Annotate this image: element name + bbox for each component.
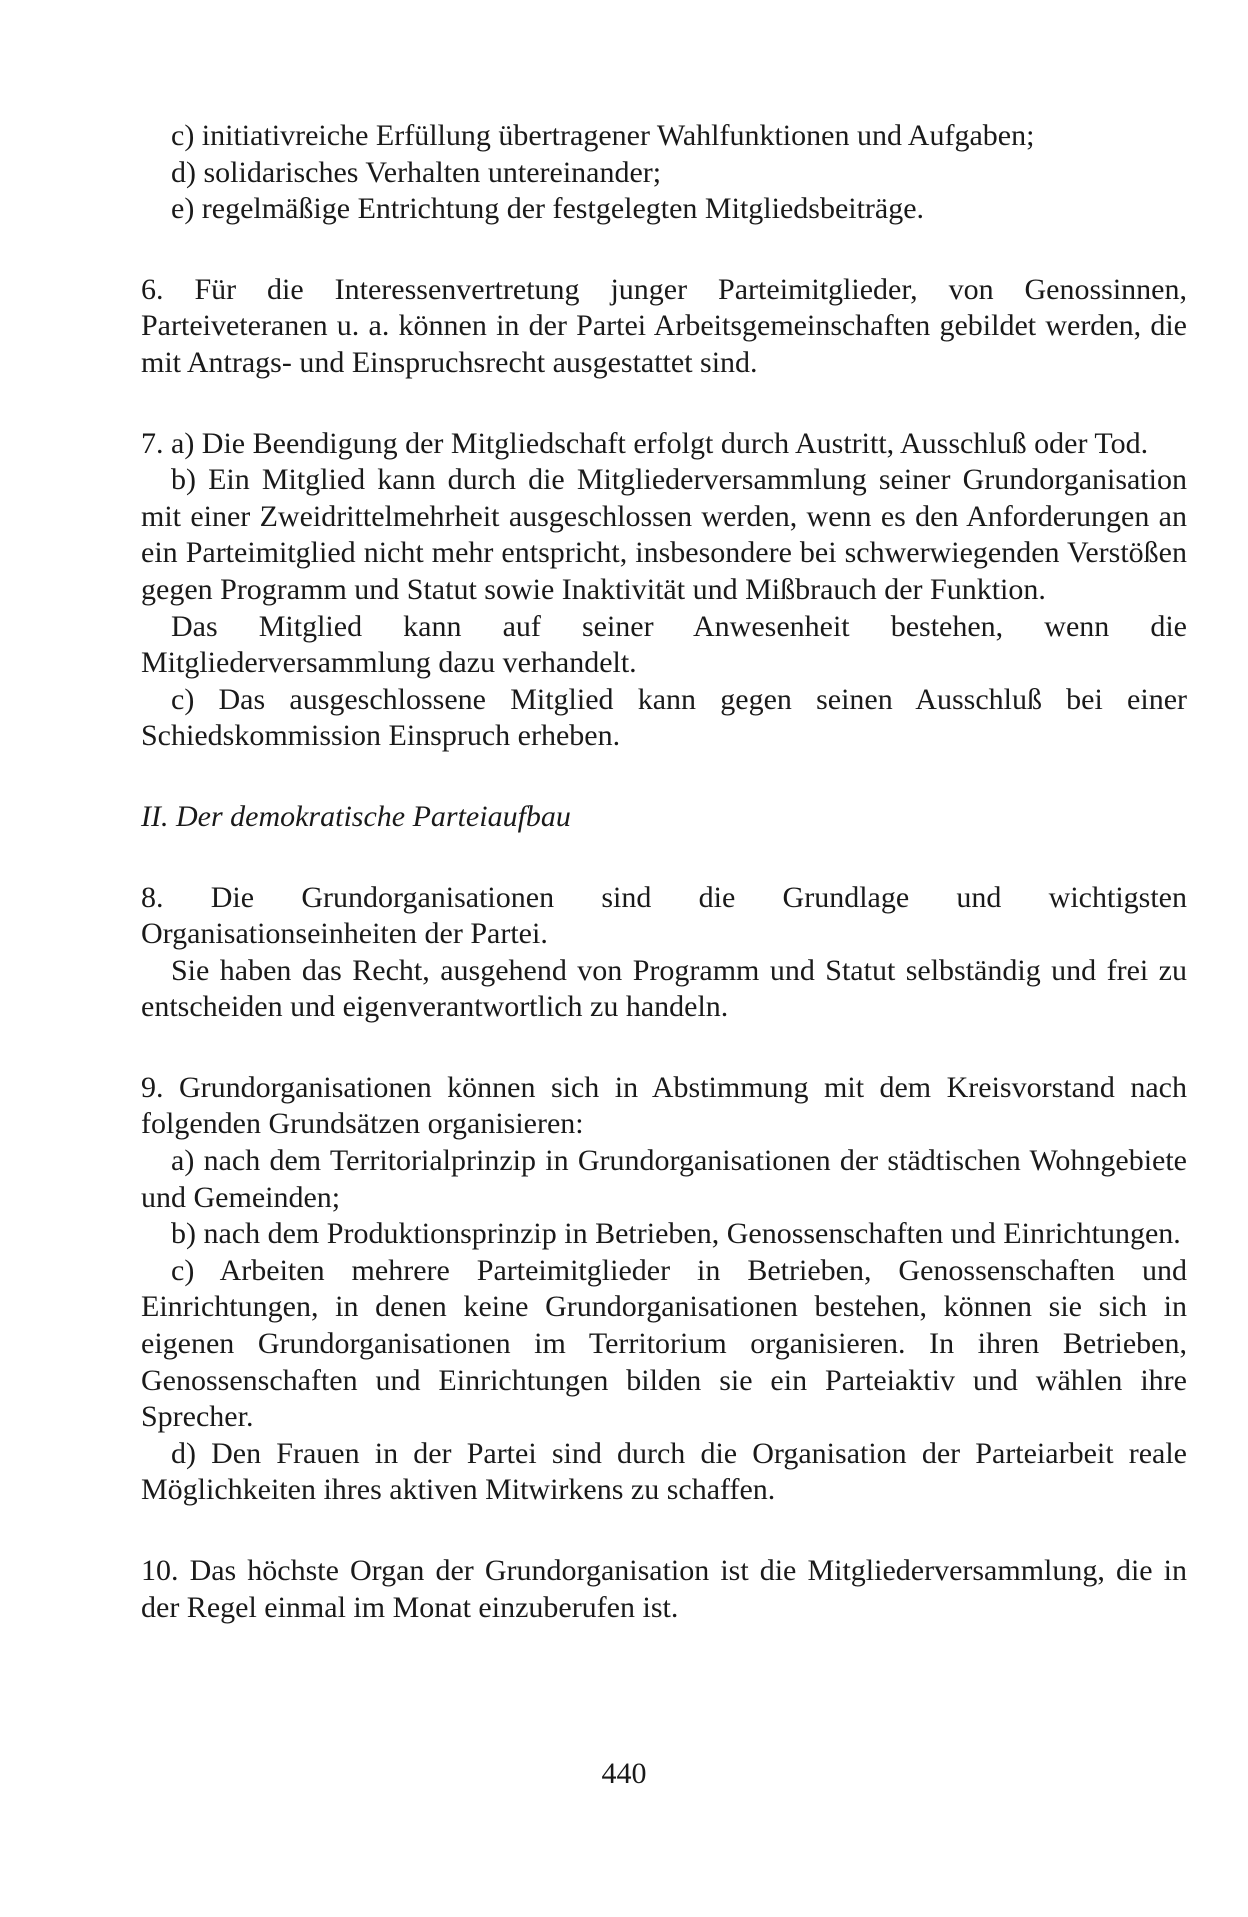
section-8-p1: 8. Die Grundorganisationen sind die Grundlage und wichtigsten Organisationseinheiten der Partei. <box>141 880 1187 951</box>
list-item: c) initiativreiche Erfüllung übertragener Wahlfunktionen und Aufgaben; <box>171 119 1035 152</box>
section-9-a: a) nach dem Territorialprinzip in Grundorganisationen der städtischen Wohngebiete und Gemeinden; <box>141 1144 1187 1214</box>
section-6-paragraph: 6. Für die Interessenvertretung junger Parteimitglieder, von Genossinnen, Parteiveteranen u. a. können in der Partei Arbeitsgemeinschaften gebildet werden, die mit Antrags- und Einspruchsrecht ausgestattet sind. <box>141 272 1187 379</box>
section-8-p2: Sie haben das Recht, ausgehend von Programm und Statut selbständig und frei zu entscheiden und eigenverantwortlich zu handeln. <box>141 953 1187 1024</box>
chapter-heading: II. Der demokratische Parteiaufbau <box>141 799 571 833</box>
section-9-c: c) Arbeiten mehrere Parteimitglieder in Betrieben, Genossenschaften und Einrichtungen, in denen keine Grundorganisationen bestehen, können sie sich in eigenen Grundorganisationen im Territorium organisieren. In ihren Betrieben, Genossenschaften und Einrichtungen bilden sie ein Parteiaktiv und wählen ihre Sprecher. <box>141 1253 1187 1434</box>
section-7-b: b) Ein Mitglied kann durch die Mitgliederversammlung seiner Grundorganisation mit einer Zweidrittelmehrheit ausgeschlossen werden, wenn es den Anforderungen an ein Parteimitglied nicht mehr entspricht, insbesondere bei schwerwiegenden Verstößen gegen Programm und Statut sowie Inaktivität und Mißbrauch der Funktion. <box>141 463 1187 606</box>
section-7-b-continued: Das Mitglied kann auf seiner Anwesenheit bestehen, wenn die Mitgliederversammlung dazu verhandelt. <box>141 609 1187 680</box>
page-number: 440 <box>601 1757 647 1790</box>
section-7-c: c) Das ausgeschlossene Mitglied kann gegen seinen Ausschluß bei einer Schiedskommission Einspruch erheben. <box>141 682 1187 753</box>
section-9-b: b) nach dem Produktionsprinzip in Betrieben, Genossenschaften und Einrichtungen. <box>171 1217 1181 1251</box>
section-7 <box>141 426 1187 755</box>
section-9 <box>141 1070 1187 1509</box>
section-7-a: 7. a) Die Beendigung der Mitgliedschaft erfolgt durch Austritt, Ausschluß oder Tod. <box>141 426 1149 460</box>
document-page <box>141 118 1187 1626</box>
section-8 <box>141 880 1187 1026</box>
section-9-intro: 9. Grundorganisationen können sich in Abstimmung mit dem Kreisvorstand nach folgenden Grundsätzen organisieren: <box>141 1070 1187 1141</box>
section-9-d: d) Den Frauen in der Partei sind durch die Organisation der Parteiarbeit reale Möglichkeiten ihres aktiven Mitwirkens zu schaffen. <box>141 1436 1187 1507</box>
list-item: d) solidarisches Verhalten untereinander; <box>171 155 662 189</box>
section-10-paragraph: 10. Das höchste Organ der Grundorganisation ist die Mitgliederversammlung, die in der Regel einmal im Monat einzuberufen ist. <box>141 1554 1187 1624</box>
top-list <box>141 118 1187 228</box>
list-item: e) regelmäßige Entrichtung der festgelegten Mitgliedsbeiträge. <box>171 192 925 226</box>
